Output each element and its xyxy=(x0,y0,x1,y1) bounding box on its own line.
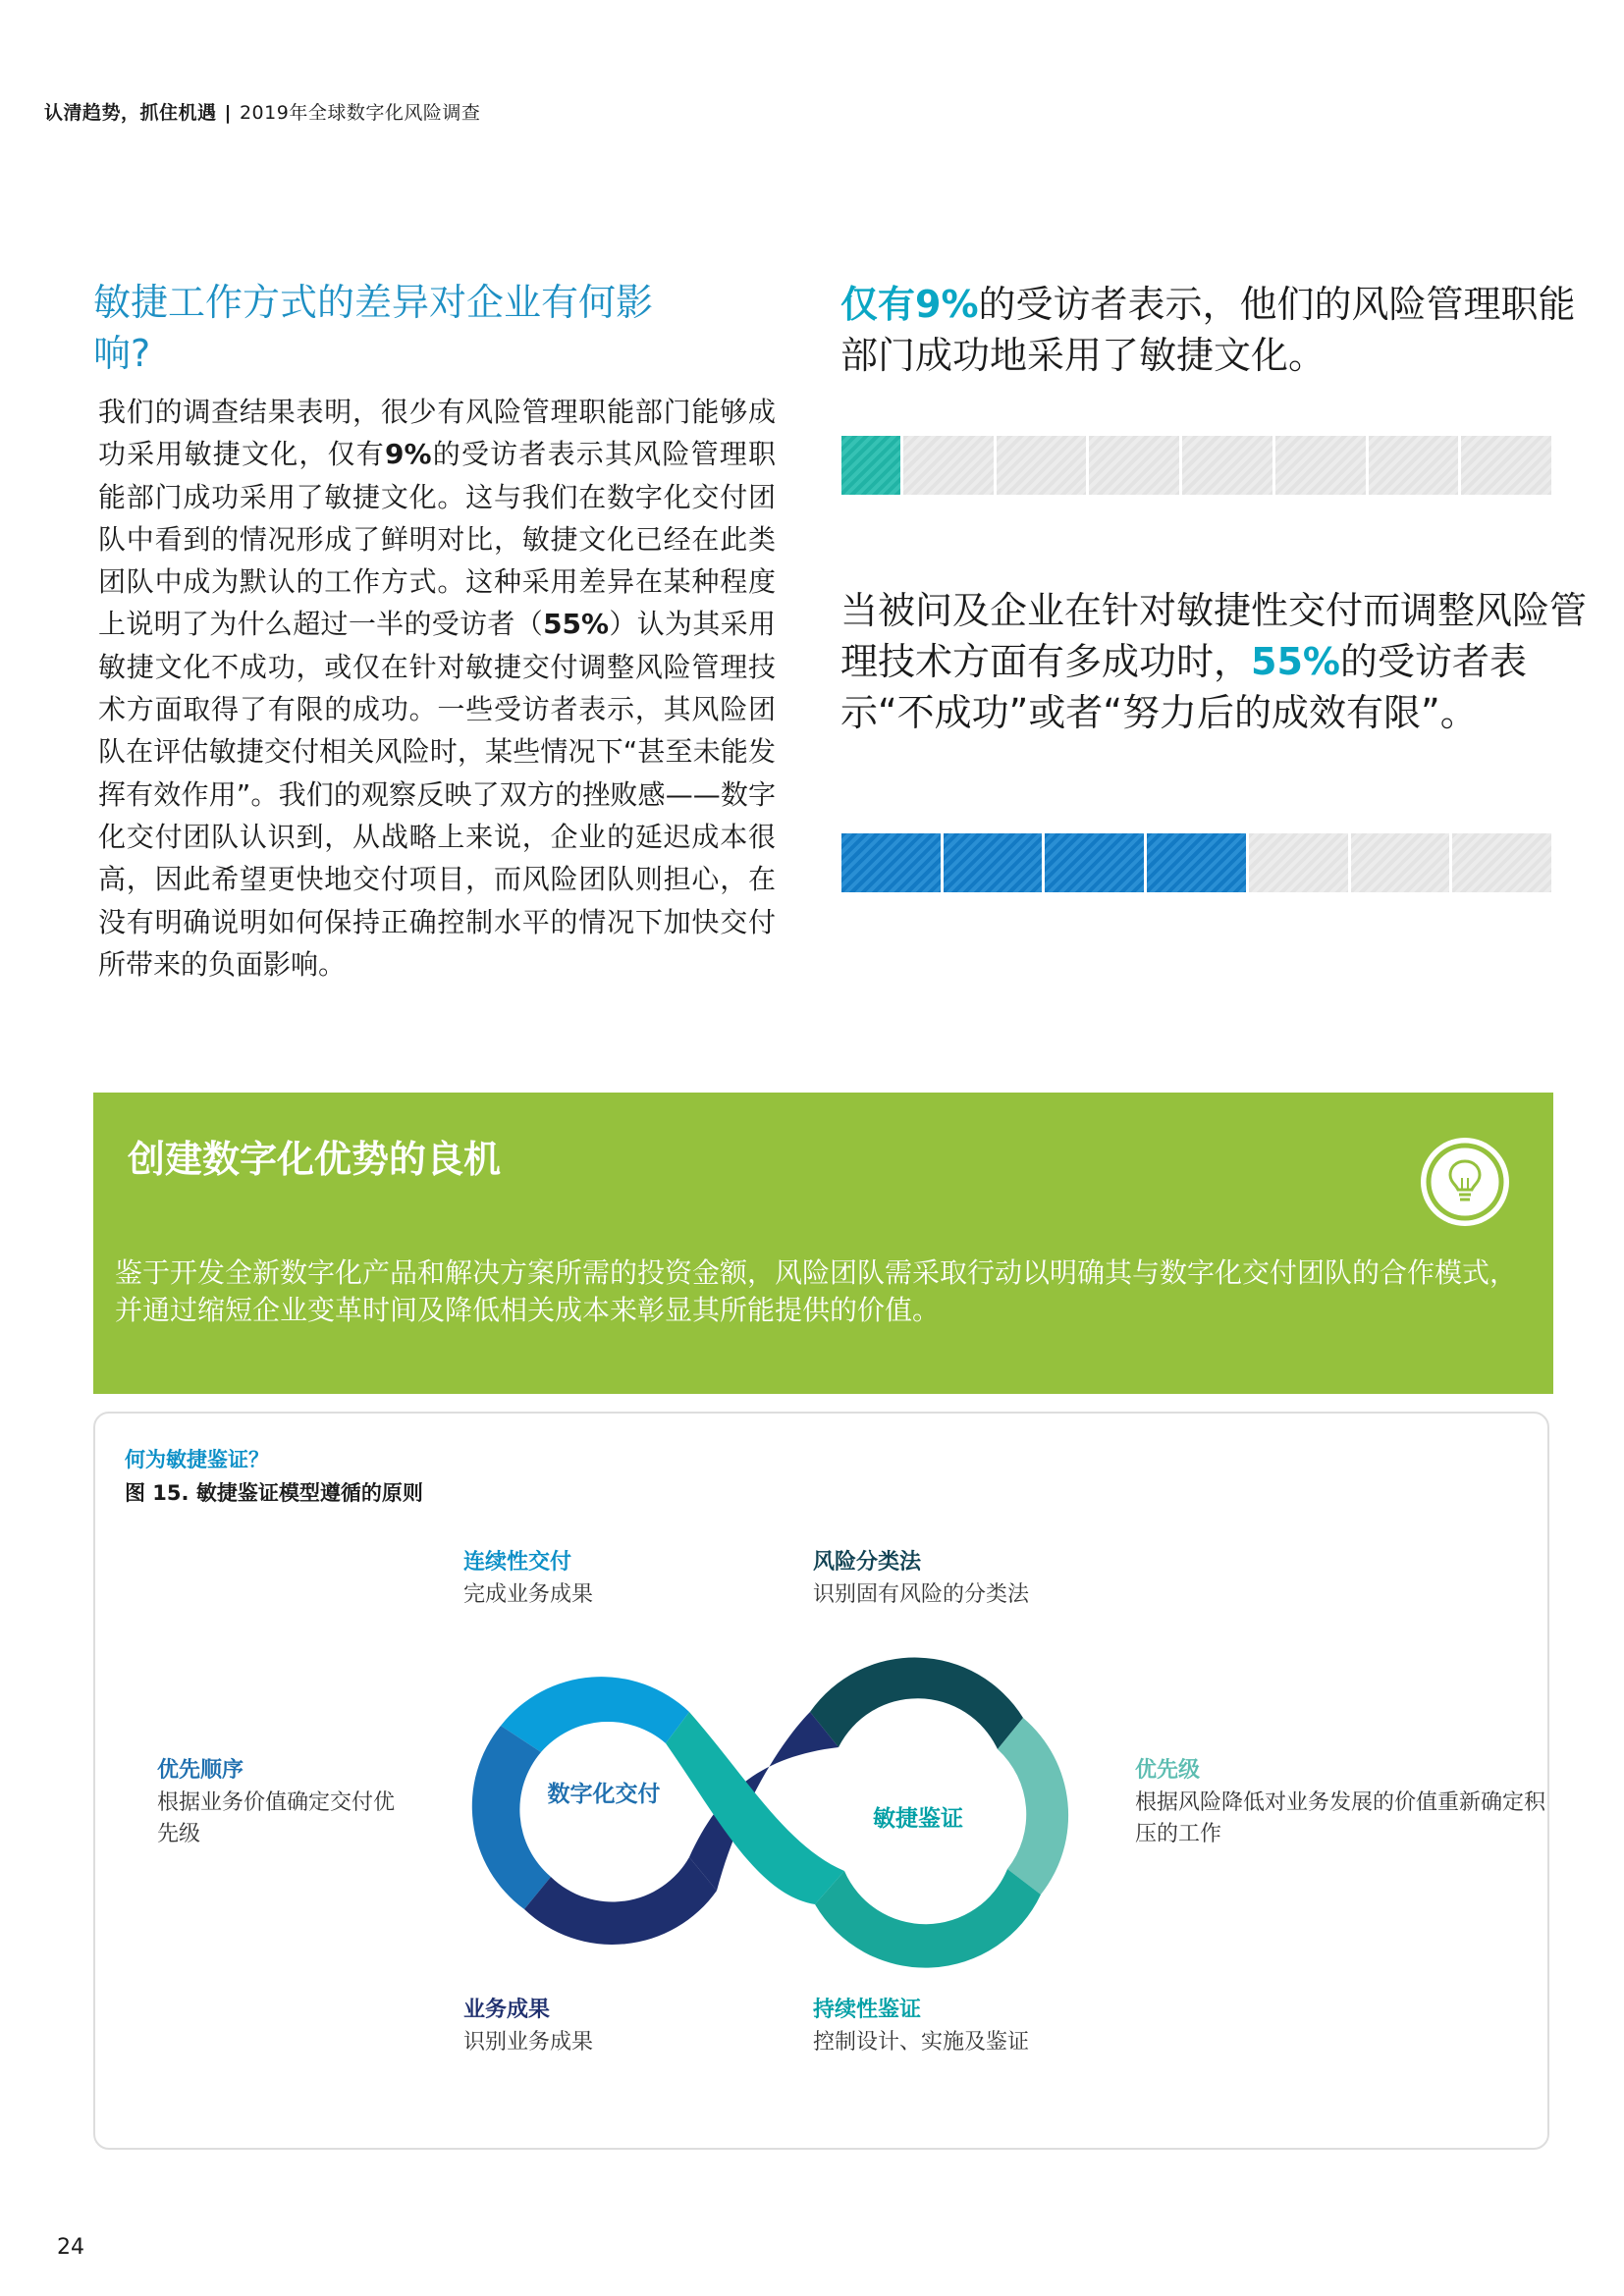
label-title: 连续性交付 xyxy=(463,1550,572,1575)
bar-segment-filled xyxy=(841,436,903,495)
label-continuous-assurance xyxy=(813,1993,1029,2058)
page-number: 24 xyxy=(57,2235,84,2260)
label-desc: 根据业务价值确定交付优先级 xyxy=(157,1790,396,1846)
bar-segment xyxy=(997,436,1090,495)
label-title: 风险分类法 xyxy=(813,1550,922,1575)
infinity-diagram xyxy=(422,1610,1129,2002)
stat-55-desc: 的受访者表示“不成功”或者“努力后的成效有限”。 xyxy=(840,640,1527,734)
bar-segment xyxy=(1089,436,1182,495)
label-title: 优先顺序 xyxy=(157,1758,244,1783)
stat-55-progress-bar xyxy=(841,833,1551,892)
header-title: 认清趋势，抓住机遇 xyxy=(44,102,217,124)
bar-segment xyxy=(1351,833,1453,892)
stat-9-pct: 9% xyxy=(915,283,979,326)
stat-55-pct: 55% xyxy=(1251,640,1340,683)
stat-9-lead: 仅有 xyxy=(840,283,916,326)
left-loop-label: 数字化交付 xyxy=(547,1782,661,1807)
body-pct-9: 9% xyxy=(385,438,432,471)
label-desc: 完成业务成果 xyxy=(463,1582,594,1607)
left-loop-left-segment xyxy=(472,1726,551,1909)
right-loop-bottom-segment xyxy=(815,1869,1041,1968)
body-text-part2: 的受访者表示其风险管理职能部门成功采用了敏捷文化。这与我们在数字化交付团队中看到的情况形成了鲜明对比，敏捷文化已经在此类团队中成为默认的工作方式。这种采用差异在某种程度上说明了为什么超过一半的受访者（ xyxy=(98,438,776,641)
left-loop-top-segment xyxy=(501,1677,689,1752)
lightbulb-icon xyxy=(1419,1136,1511,1228)
label-priority-order xyxy=(157,1753,414,1850)
section-heading-line2: 响? xyxy=(93,332,151,375)
bar-segment xyxy=(1369,436,1462,495)
label-priority-level xyxy=(1135,1753,1547,1850)
stat-55-lead: 当被问及企业在针对敏捷性交付而调整风险管理技术方面有多成功时， xyxy=(840,589,1588,683)
bar-segment-filled xyxy=(1147,833,1249,892)
bar-segment xyxy=(1249,833,1351,892)
label-title: 业务成果 xyxy=(463,1998,551,2022)
label-desc: 根据风险降低对业务发展的价值重新确定积压的工作 xyxy=(1135,1790,1546,1846)
bar-segment-filled xyxy=(841,833,944,892)
stat-9-desc: 的受访者表示，他们的风险管理职能部门成功地采用了敏捷文化。 xyxy=(840,283,1576,377)
body-text-part3: ）认为其采用敏捷文化不成功，或仅在针对敏捷交付调整风险管理技术方面取得了有限的成功。一些受访者表示，其风险团队在评估敏捷交付相关风险时，某些情况下“甚至未能发挥有效作用”。我们的观察反映了双方的挫败感——数字化交付团队认识到，从战略上来说，企业的延迟成本很高，因此希望更快地交付项目，而风险团队则担心，在没有明确说明如何保持正确控制水平的情况下加快交付所带来的负面影响。 xyxy=(98,608,776,981)
callout-text: 鉴于开发全新数字化产品和解决方案所需的投资金额，风险团队需采取行动以明确其与数字化交付团队的合作模式，并通过缩短企业变革时间及降低相关成本来彰显其所能提供的价值。 xyxy=(115,1256,1518,1326)
callout-title: 创建数字化优势的良机 xyxy=(128,1138,502,1181)
bar-segment-filled xyxy=(944,833,1046,892)
header-separator: | xyxy=(224,102,232,124)
label-risk-taxonomy xyxy=(813,1545,1029,1611)
right-loop-right-segment xyxy=(998,1718,1068,1895)
running-header xyxy=(44,98,480,125)
body-pct-55: 55% xyxy=(543,608,610,641)
figure-label: 何为敏捷鉴证？ xyxy=(125,1448,269,1471)
body-paragraph xyxy=(98,391,776,986)
bar-segment xyxy=(1182,436,1275,495)
section-heading-line1: 敏捷工作方式的差异对企业有何影 xyxy=(93,281,654,324)
label-desc: 控制设计、实施及鉴证 xyxy=(813,2030,1030,2055)
bar-segment xyxy=(1452,833,1551,892)
left-loop xyxy=(472,1677,717,1945)
section-heading xyxy=(93,277,722,379)
header-subtitle: 2019年全球数字化风险调查 xyxy=(239,102,481,124)
left-loop-bottom-segment xyxy=(524,1857,717,1945)
bar-segment xyxy=(1275,436,1369,495)
label-business-outcome xyxy=(463,1993,593,2058)
label-title: 持续性鉴证 xyxy=(813,1998,922,2022)
stat-9-progress-bar xyxy=(841,436,1551,495)
right-loop-label: 敏捷鉴证 xyxy=(873,1806,963,1832)
figure-title: 图 15. 敏捷鉴证模型遵循的原则 xyxy=(125,1481,423,1505)
label-desc: 识别固有风险的分类法 xyxy=(813,1582,1030,1607)
stat-55-text xyxy=(840,585,1606,738)
stat-9-text xyxy=(840,279,1606,381)
label-desc: 识别业务成果 xyxy=(463,2030,594,2055)
bar-segment-filled xyxy=(1045,833,1147,892)
label-continuous-delivery xyxy=(463,1545,593,1611)
label-title: 优先级 xyxy=(1135,1758,1201,1783)
bar-segment xyxy=(1461,436,1551,495)
right-loop-top-segment xyxy=(810,1658,1023,1749)
bar-segment xyxy=(903,436,997,495)
body-text-part1: 我们的调查结果表明，很少有风险管理职能部门能够成功采用敏捷文化，仅有 xyxy=(98,396,776,471)
